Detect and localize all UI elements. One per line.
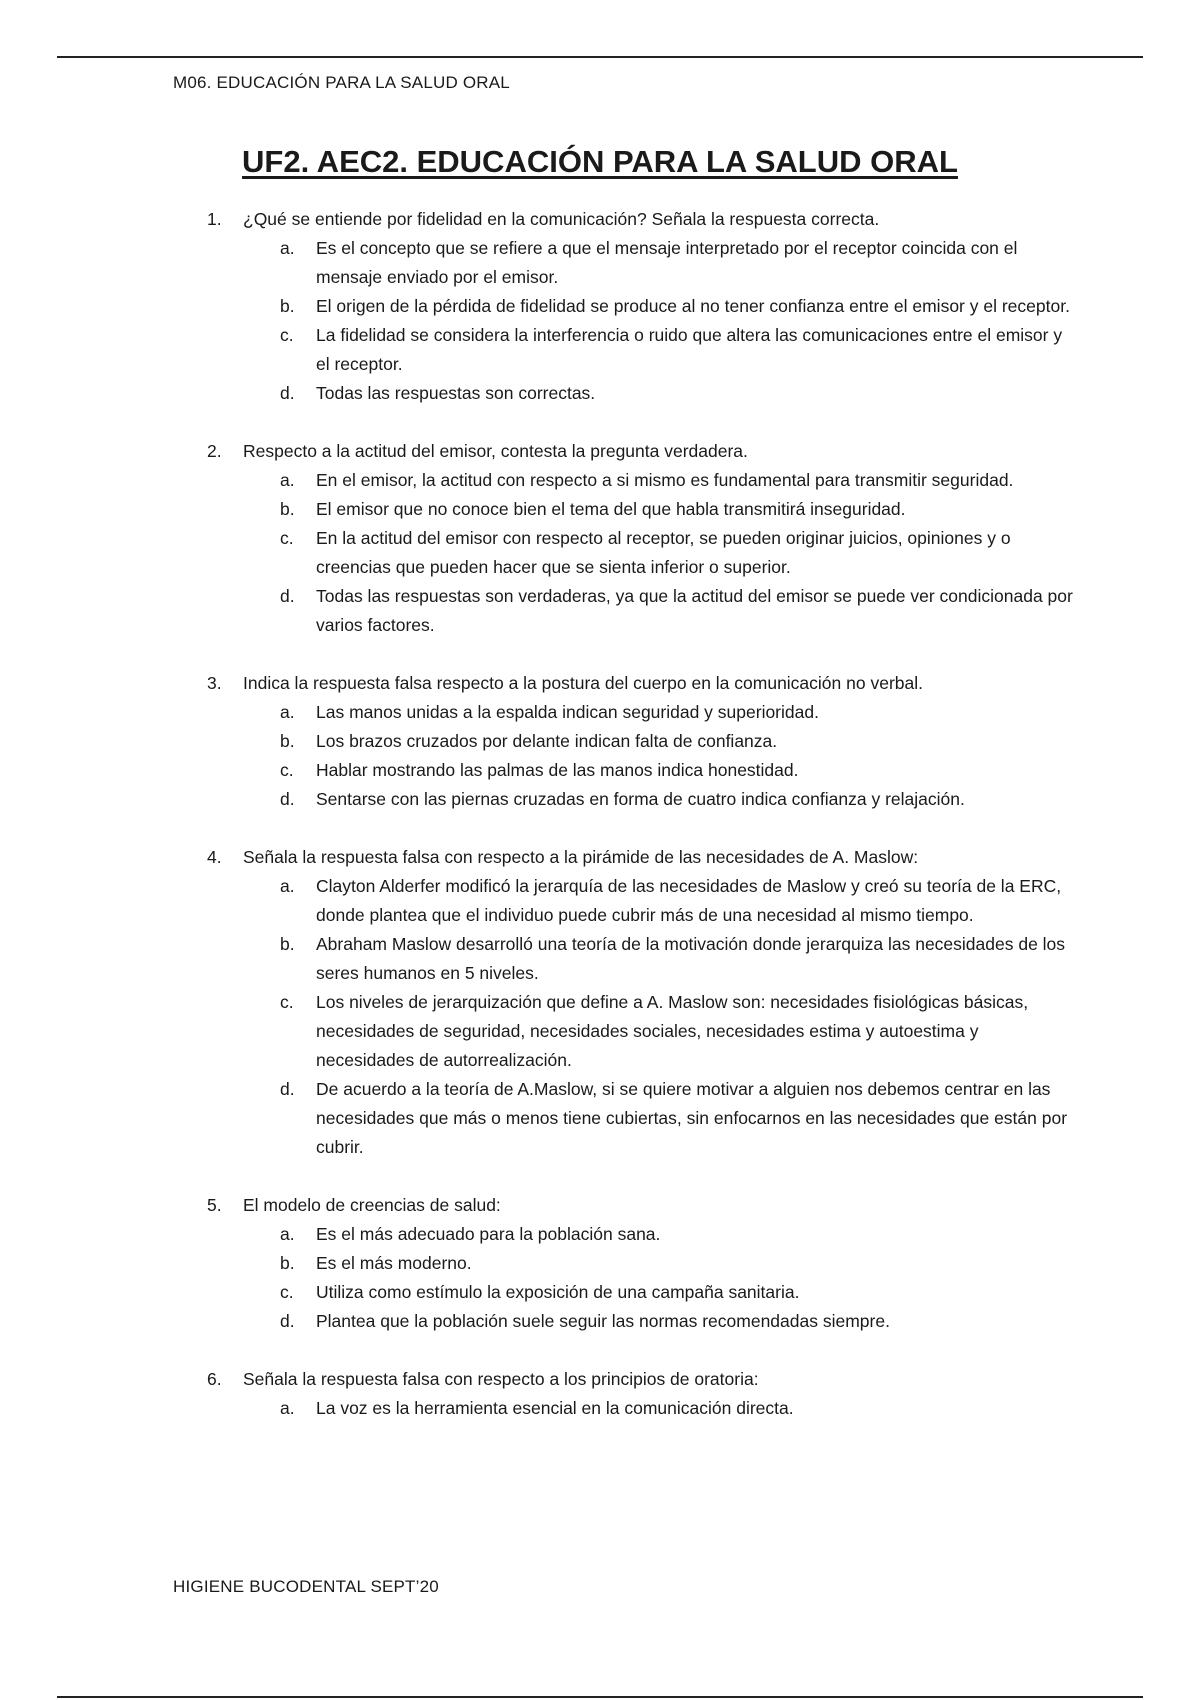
- option-text: Hablar mostrando las palmas de las manos indica honestidad.: [316, 760, 799, 780]
- option-item: [280, 1278, 1077, 1307]
- question-text: Señala la respuesta falsa con respecto a los principios de oratoria:: [243, 1369, 759, 1389]
- option-letter: c.: [280, 760, 294, 780]
- option-text: Utiliza como estímulo la exposición de una campaña sanitaria.: [316, 1282, 800, 1302]
- option-text: Los niveles de jerarquización que define a A. Maslow son: necesidades fisiológicas básicas, necesidades de seguridad, necesidades sociales, necesidades estima y autoestima y necesidades de autorrealización.: [316, 992, 1029, 1070]
- footer-rule: [57, 1696, 1143, 1698]
- option-text: Es el más adecuado para la población sana.: [316, 1224, 661, 1244]
- question-item: [207, 205, 1077, 408]
- option-letter: d.: [280, 1311, 295, 1331]
- option-item: [280, 988, 1077, 1075]
- option-item: [280, 524, 1077, 582]
- option-letter: d.: [280, 789, 295, 809]
- question-text: Respecto a la actitud del emisor, contesta la pregunta verdadera.: [243, 441, 748, 461]
- option-letter: a.: [280, 876, 295, 896]
- question-item: [207, 669, 1077, 814]
- question-item: [207, 1365, 1077, 1423]
- question-text: ¿Qué se entiende por fidelidad en la comunicación? Señala la respuesta correcta.: [243, 209, 880, 229]
- option-letter: d.: [280, 586, 295, 606]
- option-letter: b.: [280, 1253, 295, 1273]
- option-letter: c.: [280, 1282, 294, 1302]
- option-item: [280, 930, 1077, 988]
- question-text: Indica la respuesta falsa respecto a la postura del cuerpo en la comunicación no verbal.: [243, 673, 923, 693]
- option-item: [280, 727, 1077, 756]
- option-text: Las manos unidas a la espalda indican seguridad y superioridad.: [316, 702, 819, 722]
- option-text: Todas las respuestas son verdaderas, ya que la actitud del emisor se puede ver condicionada por varios factores.: [316, 586, 1073, 635]
- option-letter: d.: [280, 1079, 295, 1099]
- option-text: Sentarse con las piernas cruzadas en forma de cuatro indica confianza y relajación.: [316, 789, 965, 809]
- option-text: Es el más moderno.: [316, 1253, 472, 1273]
- option-item: [280, 1075, 1077, 1162]
- option-item: [280, 785, 1077, 814]
- question-item: [207, 1191, 1077, 1336]
- option-item: [280, 466, 1077, 495]
- option-text: La voz es la herramienta esencial en la comunicación directa.: [316, 1398, 794, 1418]
- option-item: [280, 872, 1077, 930]
- running-footer: HIGIENE BUCODENTAL SEPT’20: [173, 1577, 439, 1596]
- question-text: El modelo de creencias de salud:: [243, 1195, 501, 1215]
- option-item: [280, 582, 1077, 640]
- option-letter: c.: [280, 992, 294, 1012]
- option-item: [280, 1394, 1077, 1423]
- option-text: Es el concepto que se refiere a que el mensaje interpretado por el receptor coincida con el mensaje enviado por el emisor.: [316, 238, 1018, 287]
- option-item: [280, 234, 1077, 292]
- question-item: [207, 843, 1077, 1162]
- option-letter: d.: [280, 383, 295, 403]
- question-number: 3.: [207, 673, 222, 693]
- question-number: 2.: [207, 441, 222, 461]
- document-title: UF2. AEC2. EDUCACIÓN PARA LA SALUD ORAL: [242, 144, 958, 179]
- option-item: [280, 698, 1077, 727]
- question-number: 1.: [207, 209, 222, 229]
- option-list: [207, 234, 1077, 408]
- option-letter: b.: [280, 499, 295, 519]
- option-letter: a.: [280, 1224, 295, 1244]
- header-rule: [57, 56, 1143, 58]
- option-text: De acuerdo a la teoría de A.Maslow, si se quiere motivar a alguien nos debemos centrar en las necesidades que más o menos tiene cubiertas, sin enfocarnos en las necesidades que están por cubrir.: [316, 1079, 1068, 1157]
- running-header: M06. EDUCACIÓN PARA LA SALUD ORAL: [173, 73, 510, 92]
- option-list: [207, 872, 1077, 1162]
- option-text: Abraham Maslow desarrolló una teoría de la motivación donde jerarquiza las necesidades de los seres humanos en 5 niveles.: [316, 934, 1066, 983]
- option-item: [280, 292, 1077, 321]
- option-item: [280, 321, 1077, 379]
- option-item: [280, 379, 1077, 408]
- option-text: El emisor que no conoce bien el tema del que habla transmitirá inseguridad.: [316, 499, 906, 519]
- option-item: [280, 1307, 1077, 1336]
- option-item: [280, 1220, 1077, 1249]
- question-number: 6.: [207, 1369, 222, 1389]
- option-text: La fidelidad se considera la interferencia o ruido que altera las comunicaciones entre el emisor y el receptor.: [316, 325, 1063, 374]
- question-number: 4.: [207, 847, 222, 867]
- option-letter: a.: [280, 702, 295, 722]
- option-letter: c.: [280, 325, 294, 345]
- option-text: Clayton Alderfer modificó la jerarquía de las necesidades de Maslow y creó su teoría de la ERC, donde plantea que el individuo puede cubrir más de una necesidad al mismo tiempo.: [316, 876, 1062, 925]
- option-letter: a.: [280, 238, 295, 258]
- option-text: Todas las respuestas son correctas.: [316, 383, 596, 403]
- option-text: El origen de la pérdida de fidelidad se produce al no tener confianza entre el emisor y el receptor.: [316, 296, 1070, 316]
- question-item: [207, 437, 1077, 640]
- option-letter: c.: [280, 528, 294, 548]
- option-text: Los brazos cruzados por delante indican falta de confianza.: [316, 731, 778, 751]
- question-text: Señala la respuesta falsa con respecto a la pirámide de las necesidades de A. Maslow:: [243, 847, 919, 867]
- option-text: En el emisor, la actitud con respecto a si mismo es fundamental para transmitir seguridad.: [316, 470, 1014, 490]
- question-number: 5.: [207, 1195, 222, 1215]
- option-list: [207, 1220, 1077, 1336]
- option-letter: b.: [280, 296, 295, 316]
- option-text: En la actitud del emisor con respecto al receptor, se pueden originar juicios, opiniones y o creencias que pueden hacer que se sienta inferior o superior.: [316, 528, 1011, 577]
- option-item: [280, 495, 1077, 524]
- option-letter: a.: [280, 470, 295, 490]
- option-item: [280, 756, 1077, 785]
- option-item: [280, 1249, 1077, 1278]
- question-list: [207, 205, 1077, 1452]
- option-list: [207, 698, 1077, 814]
- option-list: [207, 1394, 1077, 1423]
- option-letter: a.: [280, 1398, 295, 1418]
- option-list: [207, 466, 1077, 640]
- option-letter: b.: [280, 934, 295, 954]
- option-letter: b.: [280, 731, 295, 751]
- option-text: Plantea que la población suele seguir las normas recomendadas siempre.: [316, 1311, 890, 1331]
